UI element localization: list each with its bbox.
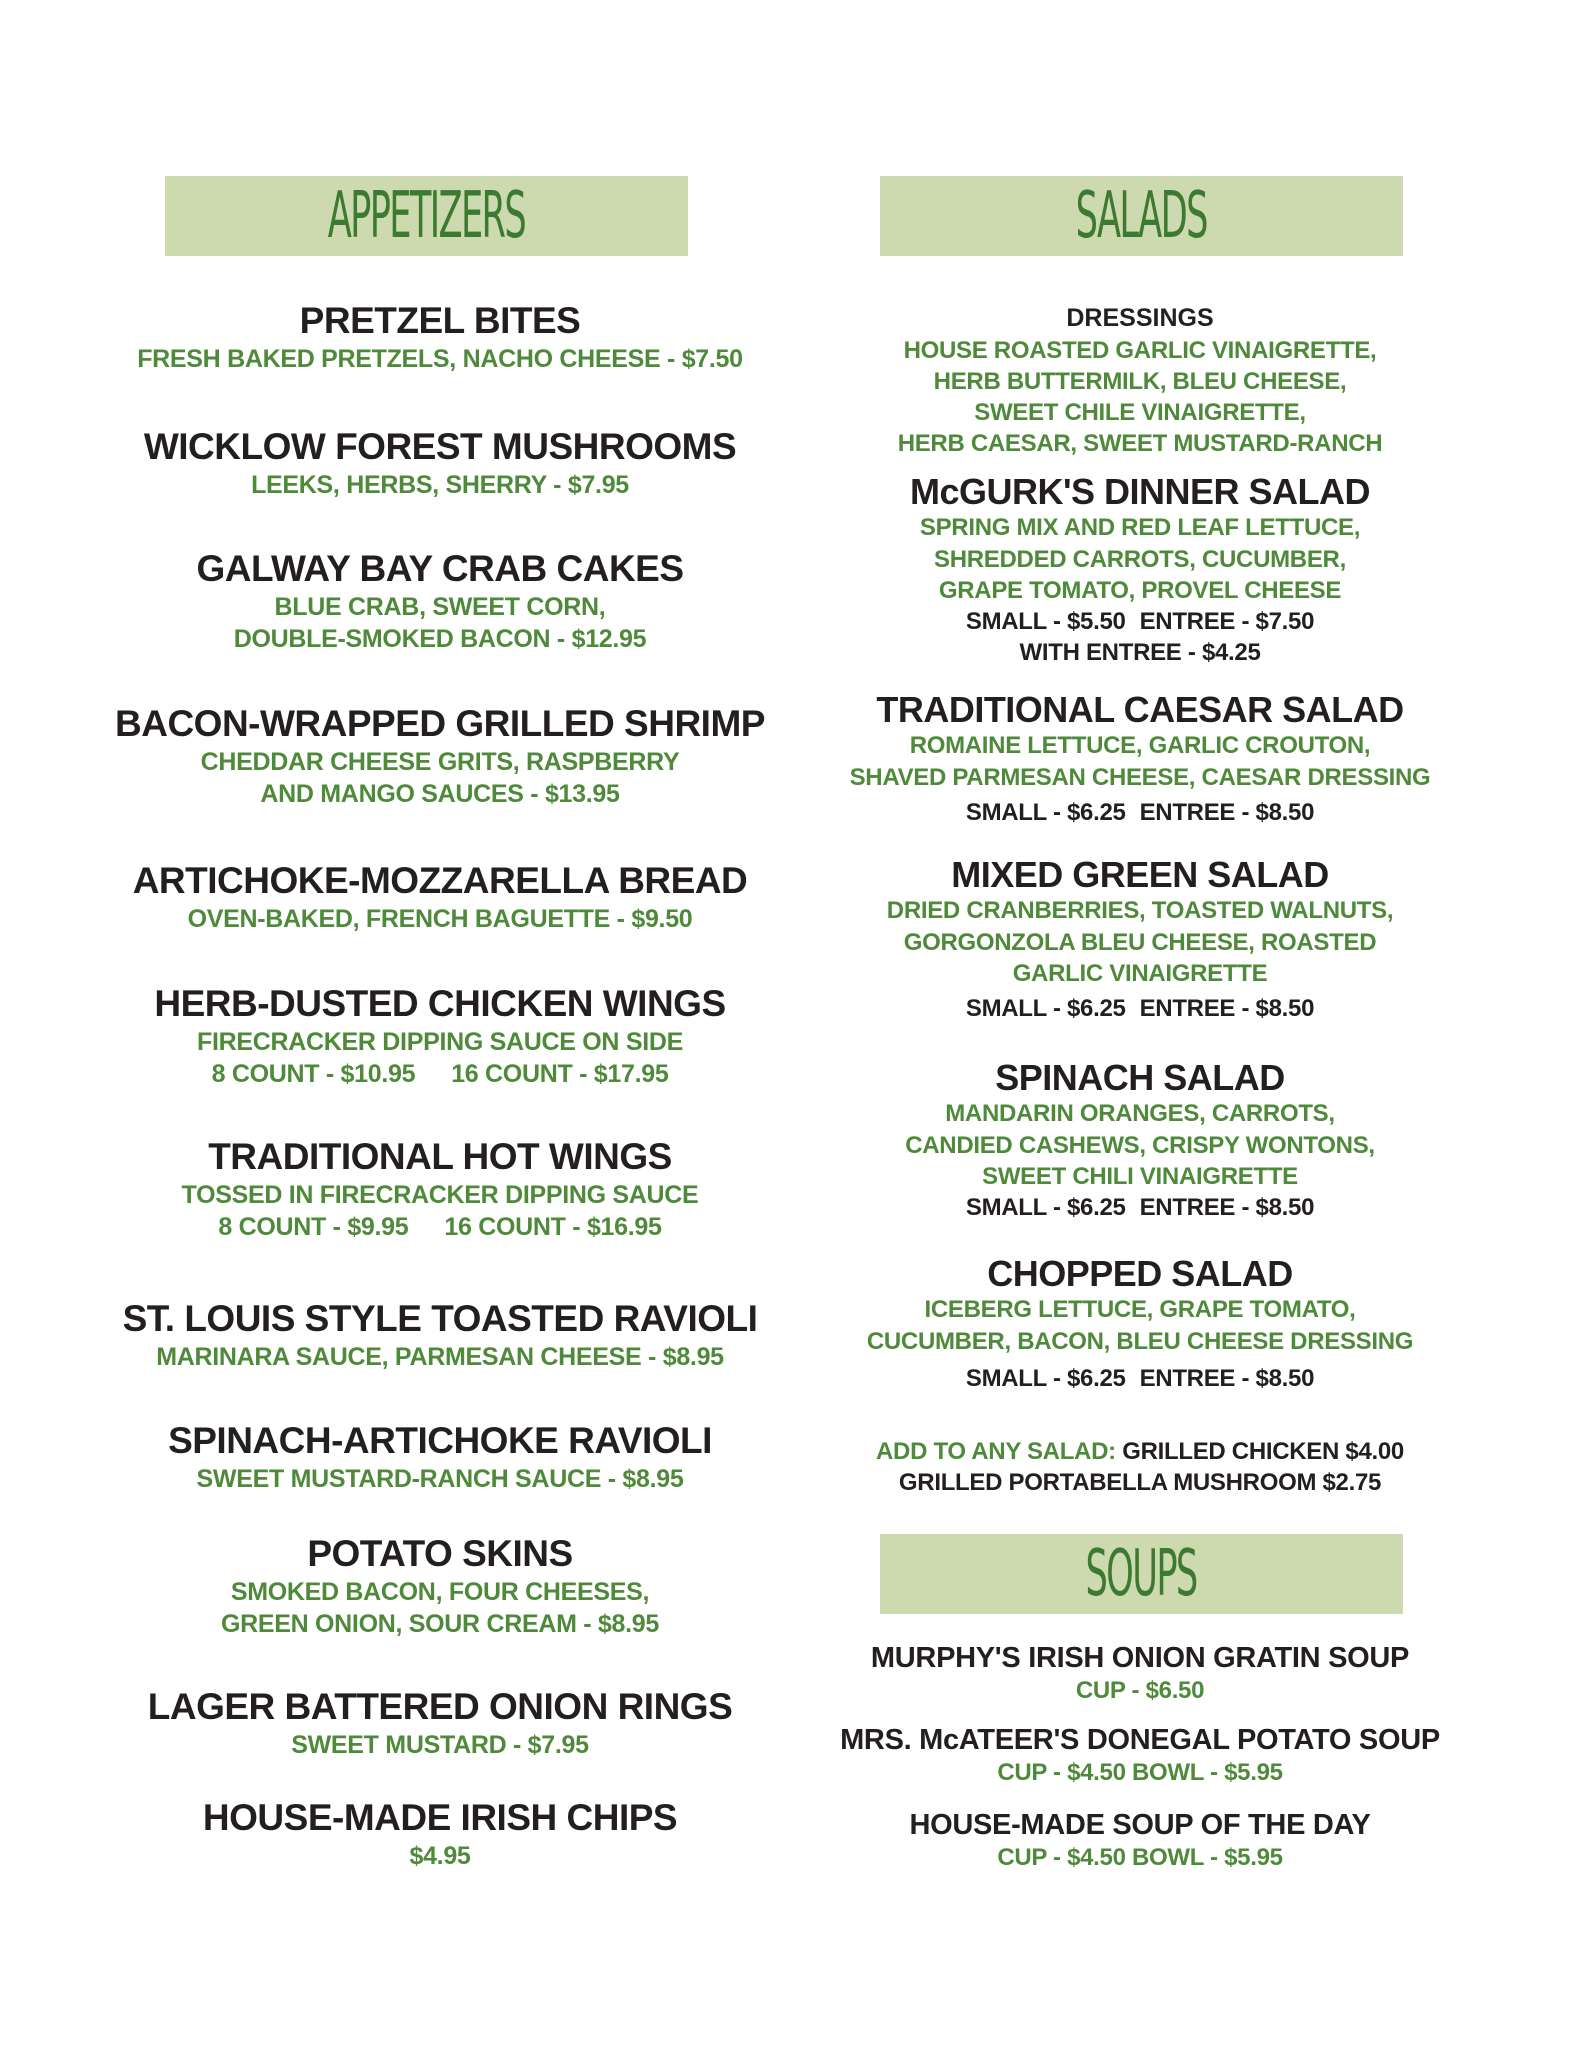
- soup-item: [840, 1724, 1440, 1789]
- salad-item: [840, 471, 1440, 668]
- addon-chicken: GRILLED CHICKEN $4.00: [1122, 1438, 1404, 1465]
- item-desc: FRESH BAKED PRETZELS, NACHO CHEESE - $7.50: [137, 344, 743, 373]
- dressing-line: HOUSE ROASTED GARLIC VINAIGRETTE,: [903, 336, 1377, 364]
- item-desc: GRAPE TOMATO, PROVEL CHEESE: [938, 576, 1342, 604]
- addon-line-2: GRILLED PORTABELLA MUSHROOM $2.75: [898, 1469, 1382, 1497]
- item-prices: [840, 797, 1440, 828]
- price-16-count: 16 COUNT - $16.95: [444, 1213, 662, 1242]
- price-entree: ENTREE - $8.50: [1139, 1364, 1315, 1392]
- dressing-line: SWEET CHILE VINAIGRETTE,: [974, 398, 1306, 426]
- item-desc: OVEN-BAKED, FRENCH BAGUETTE - $9.50: [187, 904, 693, 933]
- item-desc: GORGONZOLA BLEU CHEESE, ROASTED: [903, 928, 1377, 956]
- price-16-count: 16 COUNT - $17.95: [451, 1060, 669, 1089]
- salad-item: [840, 1253, 1440, 1394]
- item-name: TRADITIONAL HOT WINGS: [208, 1136, 672, 1177]
- item-desc: ROMAINE LETTUCE, GARLIC CROUTON,: [909, 732, 1371, 760]
- item-desc: AND MANGO SAUCES - $13.95: [260, 780, 620, 809]
- item-name: ST. LOUIS STYLE TOASTED RAVIOLI: [122, 1298, 758, 1339]
- item-desc: GARLIC VINAIGRETTE: [1012, 959, 1268, 987]
- item-name: POTATO SKINS: [307, 1533, 573, 1574]
- dressings-block: [840, 302, 1440, 459]
- item-desc: BLUE CRAB, SWEET CORN,: [274, 592, 606, 621]
- item-name: GALWAY BAY CRAB CAKES: [196, 548, 684, 589]
- item-name: LAGER BATTERED ONION RINGS: [147, 1686, 733, 1727]
- item-desc: LEEKS, HERBS, SHERRY - $7.95: [251, 470, 629, 499]
- item-name: SPINACH SALAD: [995, 1057, 1285, 1098]
- item-desc: MARINARA SAUCE, PARMESAN CHEESE - $8.95: [156, 1342, 724, 1371]
- menu-item: [100, 983, 780, 1091]
- dressing-line: HERB CAESAR, SWEET MUSTARD-RANCH: [897, 430, 1383, 458]
- soup-item: [840, 1809, 1440, 1874]
- item-prices: [840, 606, 1440, 637]
- item-desc: FIRECRACKER DIPPING SAUCE ON SIDE: [197, 1027, 683, 1056]
- price-entree: ENTREE - $7.50: [1139, 607, 1315, 635]
- price-small: SMALL - $6.25: [965, 798, 1126, 826]
- menu-item: [100, 548, 780, 656]
- item-name: McGURK'S DINNER SALAD: [909, 471, 1371, 512]
- menu-item: [100, 1533, 780, 1641]
- item-name: HOUSE-MADE IRISH CHIPS: [202, 1797, 678, 1838]
- item-prices: [100, 1211, 780, 1244]
- item-desc: CUCUMBER, BACON, BLEU CHEESE DRESSING: [866, 1327, 1414, 1355]
- addon-line-1: [840, 1436, 1440, 1467]
- salad-item: [840, 854, 1440, 1024]
- price-8-count: 8 COUNT - $10.95: [211, 1060, 416, 1089]
- item-desc: TOSSED IN FIRECRACKER DIPPING SAUCE: [181, 1180, 699, 1209]
- price-with-entree: WITH ENTREE - $4.25: [1019, 639, 1261, 667]
- item-price: CUP - $4.50 BOWL - $5.95: [997, 1844, 1283, 1872]
- item-desc: MANDARIN ORANGES, CARROTS,: [945, 1100, 1335, 1128]
- appetizers-title: APPETIZERS: [327, 179, 526, 253]
- price-small: SMALL - $5.50: [965, 607, 1126, 635]
- price-entree: ENTREE - $8.50: [1139, 1193, 1315, 1221]
- soup-item: [840, 1642, 1440, 1707]
- item-desc: SWEET MUSTARD - $7.95: [291, 1730, 589, 1759]
- price-small: SMALL - $6.25: [965, 994, 1126, 1022]
- menu-item: [100, 703, 780, 811]
- menu-item: [100, 1298, 780, 1373]
- item-prices: [840, 993, 1440, 1024]
- salads-title: SALADS: [1075, 179, 1208, 253]
- item-price: CUP - $4.50 BOWL - $5.95: [997, 1759, 1283, 1787]
- item-name: TRADITIONAL CAESAR SALAD: [876, 689, 1404, 730]
- item-desc: SHREDDED CARROTS, CUCUMBER,: [934, 545, 1346, 573]
- salad-addons: [840, 1436, 1440, 1498]
- item-prices: [840, 1363, 1440, 1394]
- item-desc: SHAVED PARMESAN CHEESE, CAESAR DRESSING: [849, 763, 1431, 791]
- dressing-line: HERB BUTTERMILK, BLEU CHEESE,: [933, 367, 1347, 395]
- item-desc: SMOKED BACON, FOUR CHEESES,: [230, 1577, 650, 1606]
- item-name: HERB-DUSTED CHICKEN WINGS: [154, 983, 726, 1024]
- addon-label: ADD TO ANY SALAD:: [876, 1438, 1116, 1465]
- item-desc: SWEET CHILI VINAIGRETTE: [982, 1162, 1298, 1190]
- item-name: CHOPPED SALAD: [987, 1253, 1293, 1294]
- item-name: HOUSE-MADE SOUP OF THE DAY: [909, 1809, 1371, 1841]
- salads-banner: [880, 176, 1403, 256]
- salad-item: [840, 689, 1440, 828]
- item-name: PRETZEL BITES: [299, 300, 581, 341]
- menu-item: [100, 860, 780, 935]
- item-desc: CANDIED CASHEWS, CRISPY WONTONS,: [905, 1131, 1375, 1159]
- item-name: MURPHY'S IRISH ONION GRATIN SOUP: [870, 1642, 1410, 1674]
- item-price: CUP - $6.50: [1075, 1677, 1205, 1705]
- item-name: WICKLOW FOREST MUSHROOMS: [143, 426, 737, 467]
- appetizers-banner: [165, 176, 688, 256]
- item-prices: [840, 1192, 1440, 1223]
- salad-item: [840, 1057, 1440, 1223]
- item-name: BACON-WRAPPED GRILLED SHRIMP: [115, 703, 765, 744]
- item-name: MIXED GREEN SALAD: [951, 854, 1329, 895]
- item-desc: GREEN ONION, SOUR CREAM - $8.95: [220, 1610, 659, 1639]
- item-desc: SWEET MUSTARD-RANCH SAUCE - $8.95: [196, 1464, 684, 1493]
- price-entree: ENTREE - $8.50: [1139, 994, 1315, 1022]
- dressings-heading: DRESSINGS: [1066, 304, 1214, 332]
- price-small: SMALL - $6.25: [965, 1364, 1126, 1392]
- menu-item: [100, 300, 780, 375]
- menu-item: [100, 1686, 780, 1761]
- item-prices: [100, 1058, 780, 1091]
- menu-item: [100, 426, 780, 501]
- price-8-count: 8 COUNT - $9.95: [218, 1213, 409, 1242]
- price-entree: ENTREE - $8.50: [1139, 798, 1315, 826]
- item-desc: $4.95: [409, 1841, 471, 1870]
- item-desc: CHEDDAR CHEESE GRITS, RASPBERRY: [200, 747, 680, 776]
- item-name: ARTICHOKE-MOZZARELLA BREAD: [132, 860, 748, 901]
- item-desc: SPRING MIX AND RED LEAF LETTUCE,: [919, 514, 1361, 542]
- item-name: SPINACH-ARTICHOKE RAVIOLI: [168, 1420, 712, 1461]
- menu-item: [100, 1136, 780, 1244]
- menu-item: [100, 1420, 780, 1495]
- item-desc: ICEBERG LETTUCE, GRAPE TOMATO,: [924, 1296, 1356, 1324]
- soups-title: SOUPS: [1085, 1537, 1198, 1611]
- item-desc: DOUBLE-SMOKED BACON - $12.95: [233, 625, 647, 654]
- soups-banner: [880, 1534, 1403, 1614]
- item-name: MRS. McATEER'S DONEGAL POTATO SOUP: [840, 1724, 1440, 1756]
- menu-item: [100, 1797, 780, 1872]
- price-small: SMALL - $6.25: [965, 1193, 1126, 1221]
- item-desc: DRIED CRANBERRIES, TOASTED WALNUTS,: [886, 897, 1394, 925]
